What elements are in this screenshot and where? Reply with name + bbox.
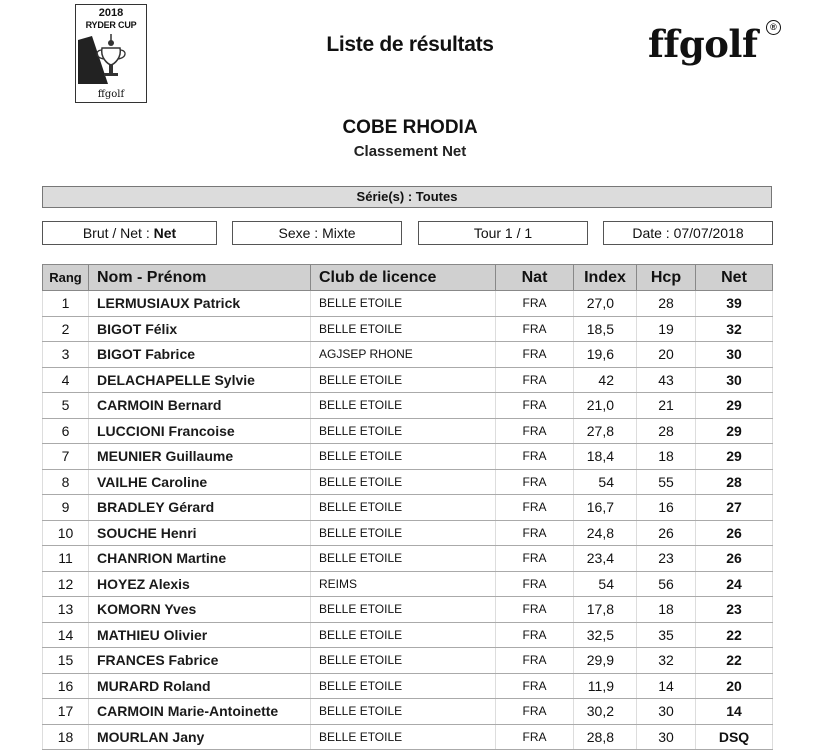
trophy-icon (78, 32, 144, 88)
cell-hcp: 16 (637, 495, 696, 521)
cell-nat: FRA (496, 699, 574, 725)
table-row (43, 699, 773, 725)
cell-name: MATHIEU Olivier (89, 622, 311, 648)
filter-brut-net-label: Brut / Net : (82, 225, 150, 241)
cell-hcp: 23 (637, 546, 696, 572)
table-row (43, 546, 773, 572)
cell-rank: 14 (43, 622, 89, 648)
cell-index: 19,6 (574, 342, 637, 368)
table-row (43, 648, 773, 674)
cell-nat: FRA (496, 495, 574, 521)
ryder-cup-logo (75, 4, 147, 103)
cell-nat: FRA (496, 342, 574, 368)
cell-index: 29,9 (574, 648, 637, 674)
cell-nat: FRA (496, 418, 574, 444)
cell-hcp: 18 (637, 597, 696, 623)
cell-index: 18,5 (574, 316, 637, 342)
table-row (43, 291, 773, 317)
cell-index: 17,8 (574, 597, 637, 623)
cell-club: REIMS (311, 571, 496, 597)
cell-hcp: 28 (637, 291, 696, 317)
cell-net: 32 (696, 316, 773, 342)
cell-rank: 9 (43, 495, 89, 521)
table-row (43, 520, 773, 546)
cell-index: 11,9 (574, 673, 637, 699)
cell-nat: FRA (496, 597, 574, 623)
cell-rank: 2 (43, 316, 89, 342)
cell-club: BELLE ETOILE (311, 724, 496, 750)
cell-club: BELLE ETOILE (311, 316, 496, 342)
cell-name: MEUNIER Guillaume (89, 444, 311, 470)
cell-rank: 11 (43, 546, 89, 572)
cell-nat: FRA (496, 648, 574, 674)
header-hcp: Hcp (637, 265, 696, 291)
cell-net: 30 (696, 342, 773, 368)
cell-nat: FRA (496, 469, 574, 495)
cell-net: 29 (696, 418, 773, 444)
cell-hcp: 20 (637, 342, 696, 368)
table-row (43, 367, 773, 393)
cell-rank: 15 (43, 648, 89, 674)
cell-name: BIGOT Félix (89, 316, 311, 342)
cell-index: 30,2 (574, 699, 637, 725)
table-row (43, 393, 773, 419)
table-row (43, 571, 773, 597)
cell-index: 27,0 (574, 291, 637, 317)
cell-club: BELLE ETOILE (311, 520, 496, 546)
cell-index: 54 (574, 469, 637, 495)
cell-name: MOURLAN Jany (89, 724, 311, 750)
cell-index: 32,5 (574, 622, 637, 648)
cell-nat: FRA (496, 520, 574, 546)
cell-net: 20 (696, 673, 773, 699)
header-club: Club de licence (311, 265, 496, 291)
table-row (43, 495, 773, 521)
cell-hcp: 32 (637, 648, 696, 674)
cell-index: 54 (574, 571, 637, 597)
cell-nat: FRA (496, 316, 574, 342)
cell-hcp: 30 (637, 724, 696, 750)
table-row (43, 597, 773, 623)
cell-net: 24 (696, 571, 773, 597)
ryder-logo-brand: ffgolf (97, 89, 125, 100)
cell-index: 23,4 (574, 546, 637, 572)
cell-index: 42 (574, 367, 637, 393)
cell-club: BELLE ETOILE (311, 367, 496, 393)
cell-index: 28,8 (574, 724, 637, 750)
cell-index: 16,7 (574, 495, 637, 521)
table-row (43, 444, 773, 470)
cell-net: 26 (696, 546, 773, 572)
cell-net: 39 (696, 291, 773, 317)
cell-name: DELACHAPELLE Sylvie (89, 367, 311, 393)
cell-nat: FRA (496, 367, 574, 393)
cell-name: MURARD Roland (89, 673, 311, 699)
cell-hcp: 56 (637, 571, 696, 597)
filter-tour: Tour 1 / 1 (418, 221, 588, 245)
cell-nat: FRA (496, 724, 574, 750)
filter-sexe: Sexe : Mixte (232, 221, 402, 245)
cell-name: BIGOT Fabrice (89, 342, 311, 368)
header-index: Index (574, 265, 637, 291)
cell-nat: FRA (496, 444, 574, 470)
cell-club: BELLE ETOILE (311, 469, 496, 495)
cell-name: BRADLEY Gérard (89, 495, 311, 521)
filter-brut-net-value: Net (153, 225, 177, 241)
table-row (43, 418, 773, 444)
ryder-logo-name: RYDER CUP (85, 20, 137, 30)
cell-net: 22 (696, 622, 773, 648)
cell-hcp: 18 (637, 444, 696, 470)
cell-net: 14 (696, 699, 773, 725)
ffgolf-logo: ffgolf (648, 22, 758, 66)
cell-net: 27 (696, 495, 773, 521)
cell-name: LERMUSIAUX Patrick (89, 291, 311, 317)
cell-club: BELLE ETOILE (311, 546, 496, 572)
filter-date: Date : 07/07/2018 (603, 221, 773, 245)
ryder-logo-year: 2018 (98, 7, 124, 19)
cell-rank: 4 (43, 367, 89, 393)
cell-club: BELLE ETOILE (311, 291, 496, 317)
header-nat: Nat (496, 265, 574, 291)
cell-nat: FRA (496, 673, 574, 699)
header-nom-prenom: Nom - Prénom (89, 265, 311, 291)
table-row (43, 622, 773, 648)
cell-rank: 16 (43, 673, 89, 699)
cell-name: VAILHE Caroline (89, 469, 311, 495)
filter-brut-net (42, 221, 217, 245)
cell-rank: 17 (43, 699, 89, 725)
ranking-type: Classement Net (353, 143, 467, 160)
header-rang: Rang (43, 265, 89, 291)
cell-nat: FRA (496, 291, 574, 317)
cell-club: BELLE ETOILE (311, 648, 496, 674)
cell-name: FRANCES Fabrice (89, 648, 311, 674)
cell-hcp: 21 (637, 393, 696, 419)
cell-name: HOYEZ Alexis (89, 571, 311, 597)
cell-club: BELLE ETOILE (311, 597, 496, 623)
table-row (43, 673, 773, 699)
cell-hcp: 14 (637, 673, 696, 699)
cell-club: BELLE ETOILE (311, 622, 496, 648)
results-body (43, 291, 773, 750)
cell-rank: 13 (43, 597, 89, 623)
cell-name: SOUCHE Henri (89, 520, 311, 546)
cell-hcp: 19 (637, 316, 696, 342)
cell-name: KOMORN Yves (89, 597, 311, 623)
cell-net: DSQ (696, 724, 773, 750)
cell-club: BELLE ETOILE (311, 699, 496, 725)
cell-rank: 5 (43, 393, 89, 419)
cell-rank: 6 (43, 418, 89, 444)
cell-nat: FRA (496, 571, 574, 597)
cell-net: 23 (696, 597, 773, 623)
table-row (43, 342, 773, 368)
cell-hcp: 28 (637, 418, 696, 444)
cell-club: AGJSEP RHONE (311, 342, 496, 368)
header-net: Net (696, 265, 773, 291)
cell-index: 27,8 (574, 418, 637, 444)
cell-nat: FRA (496, 622, 574, 648)
competition-name: COBE RHODIA (342, 117, 478, 138)
cell-club: BELLE ETOILE (311, 673, 496, 699)
table-row (43, 316, 773, 342)
cell-rank: 1 (43, 291, 89, 317)
cell-rank: 3 (43, 342, 89, 368)
cell-net: 26 (696, 520, 773, 546)
cell-net: 29 (696, 393, 773, 419)
cell-rank: 7 (43, 444, 89, 470)
cell-hcp: 43 (637, 367, 696, 393)
cell-nat: FRA (496, 393, 574, 419)
cell-club: BELLE ETOILE (311, 393, 496, 419)
cell-hcp: 26 (637, 520, 696, 546)
table-row (43, 469, 773, 495)
cell-name: CARMOIN Marie-Antoinette (89, 699, 311, 725)
cell-rank: 12 (43, 571, 89, 597)
cell-rank: 10 (43, 520, 89, 546)
table-row (43, 724, 773, 750)
cell-rank: 18 (43, 724, 89, 750)
cell-index: 24,8 (574, 520, 637, 546)
cell-club: BELLE ETOILE (311, 495, 496, 521)
cell-hcp: 55 (637, 469, 696, 495)
cell-net: 29 (696, 444, 773, 470)
series-bar: Série(s) : Toutes (42, 186, 772, 208)
cell-rank: 8 (43, 469, 89, 495)
cell-name: CHANRION Martine (89, 546, 311, 572)
cell-index: 21,0 (574, 393, 637, 419)
cell-net: 28 (696, 469, 773, 495)
cell-nat: FRA (496, 546, 574, 572)
cell-index: 18,4 (574, 444, 637, 470)
results-table (42, 264, 773, 750)
cell-club: BELLE ETOILE (311, 444, 496, 470)
cell-hcp: 30 (637, 699, 696, 725)
cell-name: LUCCIONI Francoise (89, 418, 311, 444)
cell-net: 22 (696, 648, 773, 674)
cell-name: CARMOIN Bernard (89, 393, 311, 419)
table-header-row (43, 265, 773, 291)
registered-icon: ® (766, 20, 781, 35)
cell-hcp: 35 (637, 622, 696, 648)
cell-net: 30 (696, 367, 773, 393)
page-title: Liste de résultats (326, 33, 494, 56)
cell-club: BELLE ETOILE (311, 418, 496, 444)
